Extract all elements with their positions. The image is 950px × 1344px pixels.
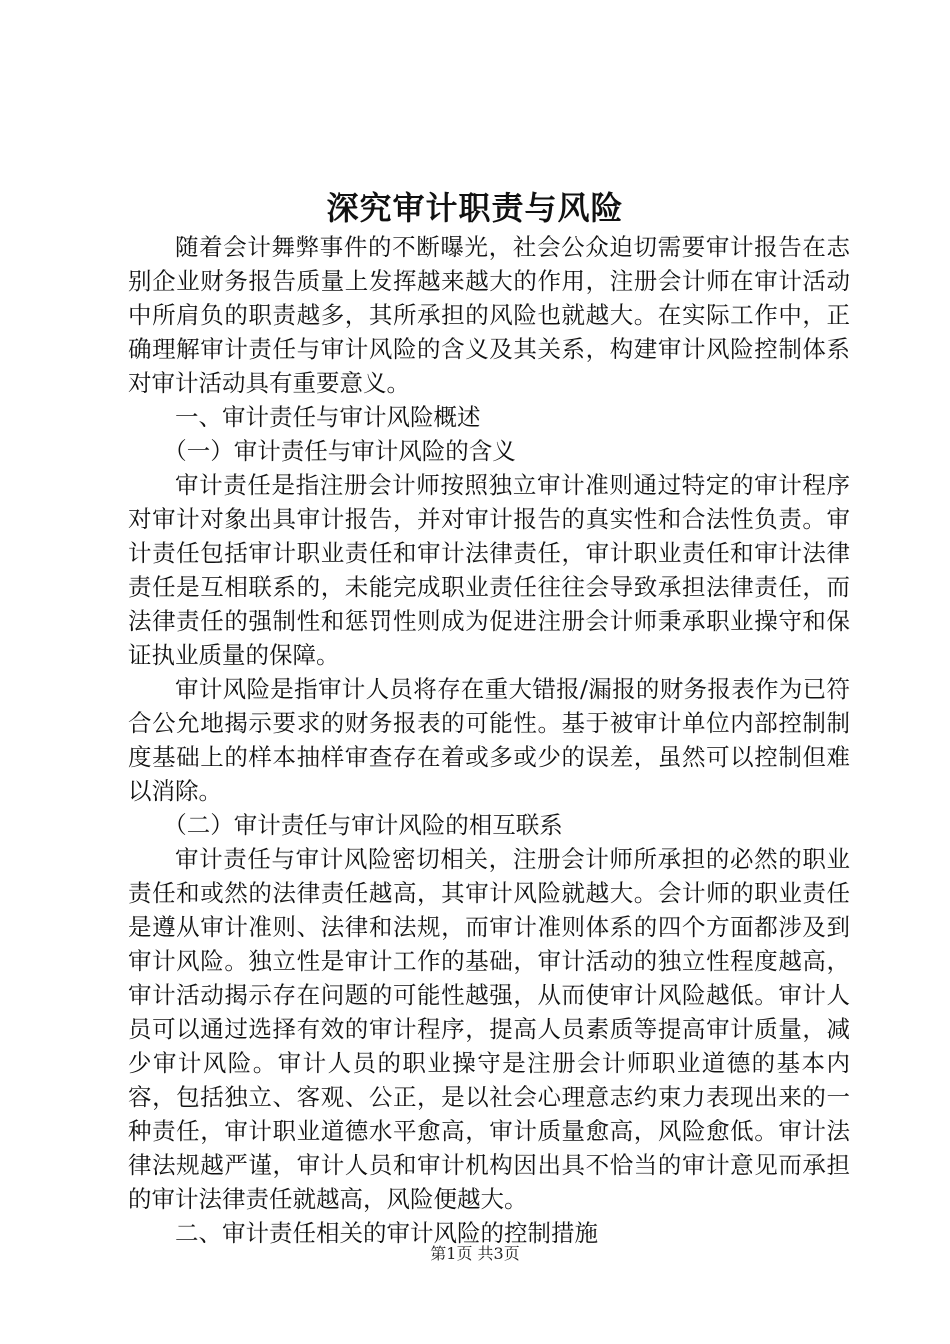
paragraph: 随着会计舞弊事件的不断曝光，社会公众迫切需要审计报告在志别企业财务报告质量上发挥越来越大的作用，注册会计师在审计活动中所肩负的职责越多，其所承担的风险也就越大。在实际工作中，正确理解审计责任与审计风险的含义及其关系，构建审计风险控制体系对审计活动具有重要意义。 <box>128 233 850 397</box>
subsection-heading: （一）审计责任与审计风险的含义 <box>163 437 516 465</box>
document-body <box>128 230 850 1250</box>
page-number: 第1页 共3页 <box>430 1244 520 1263</box>
subsection-heading: （二）审计责任与审计风险的相互联系 <box>163 811 563 839</box>
section-heading: 一、审计责任与审计风险概述 <box>175 403 481 431</box>
paragraph: 审计责任是指注册会计师按照独立审计准则通过特定的审计程序对审计对象出具审计报告，并对审计报告的真实性和合法性负责。审计责任包括审计职业责任和审计法律责任，审计职业责任和审计法律责任是互相联系的，未能完成职业责任往往会导致承担法律责任，而法律责任的强制性和惩罚性则成为促进注册会计师秉承职业操守和保证执业质量的保障。 <box>128 471 850 669</box>
paragraph: 审计责任与审计风险密切相关，注册会计师所承担的必然的职业责任和或然的法律责任越高，其审计风险就越大。会计师的职业责任是遵从审计准则、法律和法规，而审计准则体系的四个方面都涉及到审计风险。独立性是审计工作的基础，审计活动的独立性程度越高，审计活动揭示存在问题的可能性越强，从而使审计风险越低。审计人员可以通过选择有效的审计程序，提高人员素质等提高审计质量，减少审计风险。审计人员的职业操守是注册会计师职业道德的基本内容，包括独立、客观、公正，是以社会心理意志约束力表现出来的一种责任，审计职业道德水平愈高，审计质量愈高，风险愈低。审计法律法规越严谨，审计人员和审计机构因出具不恰当的审计意见而承担的审计法律责任就越高，风险便越大。 <box>128 845 850 1213</box>
section-heading: 二、审计责任相关的审计风险的控制措施 <box>175 1219 598 1247</box>
paragraph: 审计风险是指审计人员将存在重大错报/漏报的财务报表作为已符合公允地揭示要求的财务报表的可能性。基于被审计单位内部控制制度基础上的样本抽样审查存在着或多或少的误差，虽然可以控制但难以消除。 <box>128 675 850 805</box>
document-title: 深究审计职责与风险 <box>326 189 624 227</box>
